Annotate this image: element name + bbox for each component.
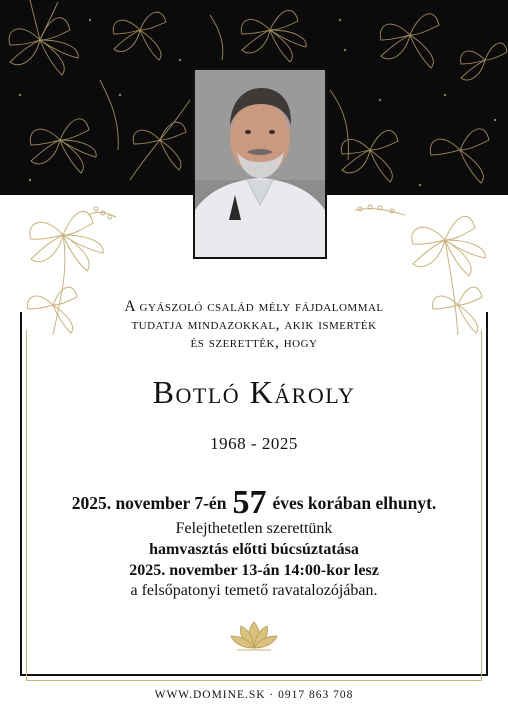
ceremony-line-3: 2025. november 13-án 14:00-kor lesz	[129, 562, 379, 579]
intro-text	[60, 298, 448, 352]
death-notice	[30, 484, 478, 522]
death-date: 2025. november 7-én	[71, 493, 227, 513]
gold-frame-left	[26, 330, 27, 680]
frame-bottom-line	[20, 674, 488, 676]
intro-line-2: tudatja mindazokkal, akik ismerték	[131, 316, 377, 333]
ceremony-line-1: Felejthetetlen szerettünk	[175, 520, 333, 537]
ceremony-line-4: a felsőpatonyi temető ravatalozójában.	[130, 582, 378, 599]
frame-left-line	[20, 312, 22, 676]
life-years: 1968 - 2025	[210, 434, 298, 453]
gold-frame-right	[481, 330, 482, 680]
ceremony-line-2: hamvasztás előtti búcsúztatása	[149, 541, 359, 558]
portrait-image	[195, 70, 325, 257]
lotus-icon	[229, 620, 279, 652]
deceased-name: Botló Károly	[152, 374, 356, 410]
intro-line-1: A gyászoló család mély fájdalommal	[124, 298, 384, 315]
footer-separator: ·	[269, 689, 275, 701]
portrait-photo	[193, 68, 327, 259]
gold-frame-bottom	[26, 680, 482, 681]
phone-number[interactable]: 0917 863 708	[278, 689, 354, 701]
footer-contact	[40, 689, 468, 701]
website-link[interactable]: WWW.DOMINE.SK	[154, 689, 266, 701]
frame-right-line	[486, 312, 488, 676]
intro-line-3: és szerették, hogy	[190, 334, 318, 351]
age-number: 57	[232, 484, 267, 521]
age-suffix: éves korában elhunyt.	[272, 493, 437, 513]
